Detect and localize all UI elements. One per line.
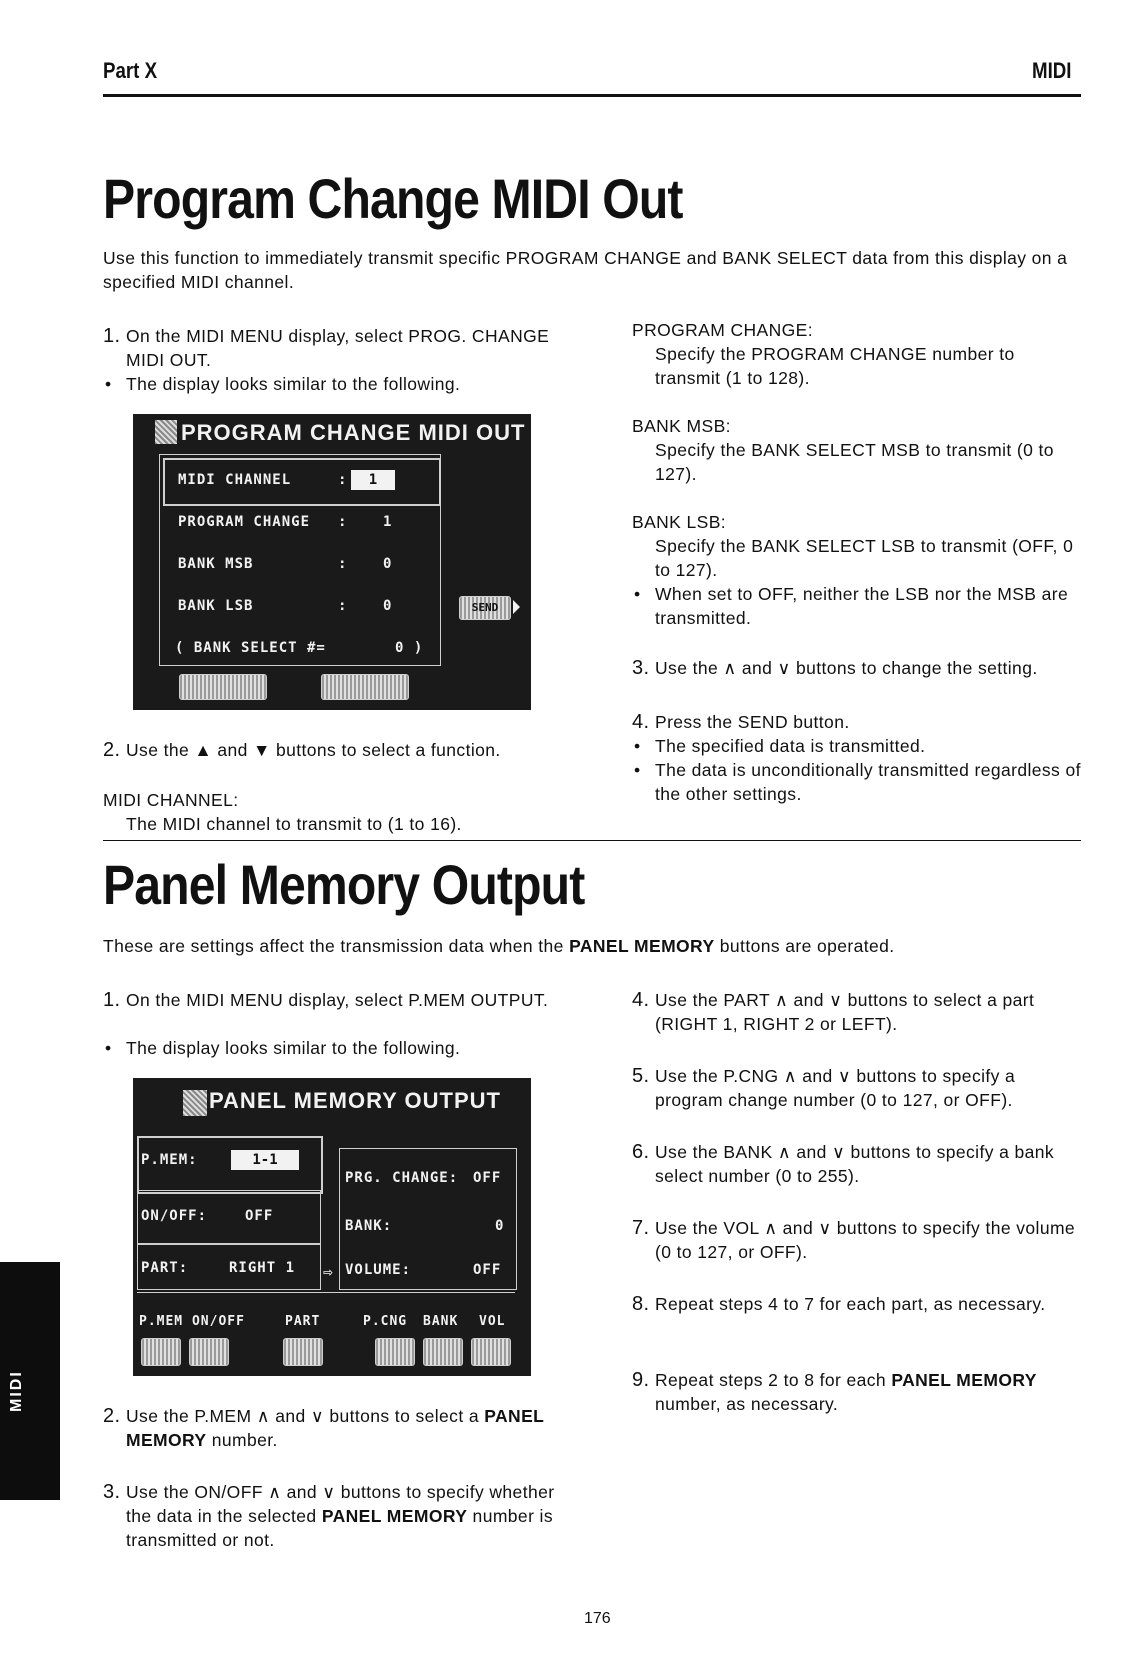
step-number: 7. [632, 1217, 650, 1239]
panel-memory-display [133, 1078, 531, 1376]
s2-step2 [103, 1404, 563, 1452]
s1-step3 [632, 656, 1092, 680]
text-part: number, as necessary. [655, 1394, 839, 1414]
step-text [103, 1480, 563, 1552]
s2-step4 [632, 988, 1084, 1036]
section1-intro: Use this function to immediately transmit specific PROGRAM CHANGE and BANK SELECT data from this display on a specified MIDI channel. [103, 248, 1068, 292]
vol-up-down-button[interactable] [471, 1338, 511, 1366]
send-arrow-icon [513, 600, 520, 614]
s2-step6 [632, 1140, 1084, 1188]
text-part: number is transmitted or not. [126, 1506, 553, 1550]
bank-msb-value: 0 [383, 556, 393, 572]
step-text: On the MIDI MENU display, select PROG. CHANGE MIDI OUT. [126, 326, 550, 370]
part-label: PART: [141, 1260, 189, 1276]
bank-lsb-value: 0 [383, 598, 393, 614]
s2-step8 [632, 1292, 1084, 1316]
step-text: On the MIDI MENU display, select P.MEM OUTPUT. [126, 990, 549, 1010]
step-number: 2. [103, 739, 121, 761]
display-title: PROGRAM CHANGE MIDI OUT [181, 420, 526, 445]
step-number: 1. [103, 989, 121, 1011]
midi-channel-head: MIDI CHANNEL: [103, 790, 239, 810]
onoff-up-down-button[interactable] [189, 1338, 229, 1366]
section2-title: Panel Memory Output [103, 853, 585, 916]
midi-icon [155, 420, 177, 444]
step-text: Use the VOL ∧ and ∨ buttons to specify the volume (0 to 127, or OFF). [655, 1218, 1076, 1262]
step-text: Use the BANK ∧ and ∨ buttons to specify a bank select number (0 to 255). [655, 1142, 1055, 1186]
s1-bullet1: • The display looks similar to the following. [103, 372, 586, 396]
s2-step5 [632, 1064, 1084, 1112]
part-up-down-button[interactable] [283, 1338, 323, 1366]
s1-step2 [103, 738, 573, 762]
footer-part: PART [285, 1314, 321, 1329]
s1-step1 [103, 324, 563, 372]
bank-up-down-button[interactable] [423, 1338, 463, 1366]
footer-bank: BANK [423, 1314, 459, 1329]
step-text: Use the ∧ and ∨ buttons to change the setting. [655, 658, 1038, 678]
bank-lsb-label: BANK LSB [178, 598, 254, 614]
s1-step4 [632, 710, 1092, 734]
volume-label: VOLUME: [345, 1262, 412, 1278]
volume-value: OFF [473, 1262, 502, 1278]
step-number: 9. [632, 1369, 650, 1391]
program-change-head: PROGRAM CHANGE: [632, 320, 814, 340]
midi-channel-label: MIDI CHANNEL [178, 472, 292, 488]
step-text [632, 1368, 1084, 1416]
program-change-sep: : [338, 514, 348, 530]
onoff-value: OFF [245, 1208, 274, 1224]
part-label: Part X [103, 58, 158, 83]
bank-msb-body: Specify the BANK SELECT MSB to transmit (0 to 127). [655, 440, 1054, 484]
s2-bullet1: • The display looks similar to the following. [103, 1036, 586, 1060]
section-label: MIDI [1032, 58, 1072, 83]
bank-msb-sep: : [338, 556, 348, 572]
header-rule [103, 94, 1081, 97]
step-number: 2. [103, 1405, 121, 1427]
cursor-up-down-button[interactable] [179, 674, 267, 700]
onoff-label: ON/OFF: [141, 1208, 208, 1224]
value-up-down-button[interactable] [321, 674, 409, 700]
side-tab-label: MIDI [8, 1370, 25, 1412]
part-arrow-icon: ⇨ [323, 1262, 333, 1281]
s1-bullet4b: • The data is unconditionally transmitted regardless of the other settings. [632, 758, 1083, 806]
step-number: 4. [632, 711, 650, 733]
intro-bold: PANEL MEMORY [569, 936, 715, 956]
s2-step9 [632, 1368, 1084, 1416]
text-part: Use the P.MEM ∧ and ∨ buttons to select a [126, 1406, 485, 1426]
step-number: 6. [632, 1141, 650, 1163]
prg-change-label: PRG. CHANGE: [345, 1170, 459, 1186]
panel-memory-icon [183, 1090, 207, 1116]
chapter-side-tab [0, 1262, 60, 1500]
step-number: 1. [103, 325, 121, 347]
pmem-label: P.MEM: [141, 1152, 198, 1168]
program-change-body: Specify the PROGRAM CHANGE number to transmit (1 to 128). [655, 344, 1015, 388]
pcng-up-down-button[interactable] [375, 1338, 415, 1366]
step-text: Use the ▲ and ▼ buttons to select a function. [126, 740, 501, 760]
bank-lsb-bullet: • When set to OFF, neither the LSB nor the MSB are transmitted. [632, 582, 1083, 630]
display-title: PANEL MEMORY OUTPUT [209, 1088, 501, 1113]
bank-msb-label: BANK MSB [178, 556, 254, 572]
s2-step7 [632, 1216, 1084, 1264]
step-text: Use the P.CNG ∧ and ∨ buttons to specify a program change number (0 to 127, or OFF). [655, 1066, 1016, 1110]
footer-rule [137, 1292, 515, 1293]
program-change-label: PROGRAM CHANGE [178, 514, 311, 530]
bank-value: 0 [495, 1218, 505, 1234]
step-text: Repeat steps 4 to 7 for each part, as necessary. [655, 1294, 1046, 1314]
step-text: Use the PART ∧ and ∨ buttons to select a part (RIGHT 1, RIGHT 2 or LEFT). [655, 990, 1035, 1034]
step-number: 8. [632, 1293, 650, 1315]
section-divider [103, 840, 1081, 841]
midi-channel-sep: : [338, 472, 348, 488]
bank-lsb-body: Specify the BANK SELECT LSB to transmit (OFF, 0 to 127). [655, 536, 1074, 580]
footer-vol: VOL [479, 1314, 506, 1329]
bank-label: BANK: [345, 1218, 393, 1234]
send-button-label: SEND [471, 601, 499, 614]
text-part: number. [206, 1430, 278, 1450]
text-bold: PANEL MEMORY [126, 1406, 544, 1450]
step-text [103, 1404, 563, 1452]
intro-part: These are settings affect the transmission data when the [103, 936, 570, 956]
pmem-up-down-button[interactable] [141, 1338, 181, 1366]
step-number: 5. [632, 1065, 650, 1087]
prg-change-value: OFF [473, 1170, 502, 1186]
bank-msb-head: BANK MSB: [632, 416, 731, 436]
intro-part: buttons are operated. [714, 936, 895, 956]
section2-intro [103, 934, 1093, 958]
text-bold: PANEL MEMORY [891, 1370, 1037, 1390]
program-change-display [133, 414, 531, 710]
text-part: Use the ON/OFF ∧ and ∨ buttons to specify whether the data in the selected [126, 1482, 555, 1526]
text-part: Repeat steps 2 to 8 for each [655, 1370, 892, 1390]
page-number: 176 [584, 1610, 611, 1627]
program-change-value: 1 [383, 514, 393, 530]
step-text: Press the SEND button. [655, 712, 850, 732]
send-button[interactable] [459, 596, 511, 620]
bank-select-value: 0 ) [395, 640, 424, 656]
bank-select-label: ( BANK SELECT #= [175, 640, 326, 656]
bank-lsb-head: BANK LSB: [632, 512, 727, 532]
text-bold: PANEL MEMORY [321, 1506, 468, 1526]
s2-step3 [103, 1480, 563, 1552]
part-value: RIGHT 1 [229, 1260, 296, 1276]
footer-pcng: P.CNG [363, 1314, 408, 1329]
s2-step1 [103, 988, 563, 1012]
pmem-value: 1-1 [231, 1150, 299, 1170]
midi-channel-body: The MIDI channel to transmit to (1 to 16). [126, 814, 462, 834]
step-number: 4. [632, 989, 650, 1011]
section1-title: Program Change MIDI Out [103, 167, 683, 230]
s1-bullet4a: • The specified data is transmitted. [632, 734, 1083, 758]
footer-pmem-onoff: P.MEM ON/OFF [139, 1314, 245, 1329]
step-number: 3. [103, 1481, 121, 1503]
midi-channel-value: 1 [351, 470, 395, 490]
bank-lsb-sep: : [338, 598, 348, 614]
step-number: 3. [632, 657, 650, 679]
